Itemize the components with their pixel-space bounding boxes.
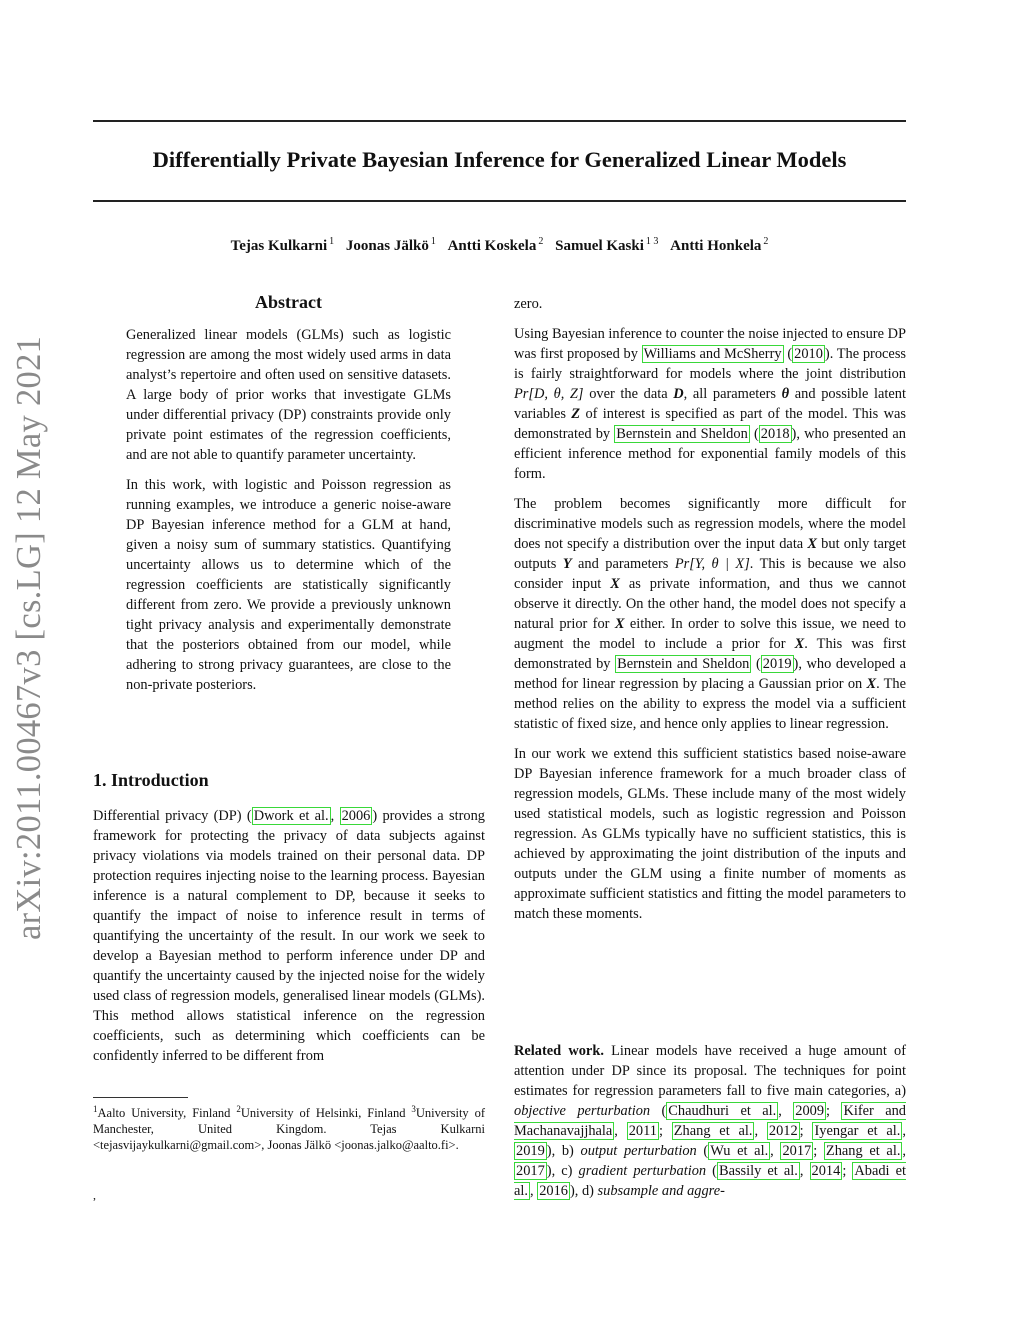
abstract-body <box>126 325 451 705</box>
stray-mark: , <box>93 1188 96 1202</box>
paragraph: In our work we extend this sufficient statistics based noise-aware DP Bayesian inference framework for a much broader class of regression models, GLMs. These include many of the most widely used statistical models, such as logistic regression and Poisson regression. As GLMs typically have no sufficient statistics, this is achieved by approximating the joint distribution of the inputs and outputs under the GLM using a finite number of moments as approximate sufficient statistics and fitting the model parameters to match these moments. <box>514 746 906 922</box>
citation-link[interactable]: Chaudhuri et al. <box>668 1103 777 1119</box>
citation-link[interactable]: 2006 <box>341 808 371 824</box>
intro-body <box>93 806 485 1076</box>
paper-title: Differentially Private Bayesian Inference for Generalized Linear Models <box>152 147 847 172</box>
citation-link[interactable]: 2017 <box>516 1163 545 1179</box>
citation-link[interactable]: 2019 <box>516 1143 545 1159</box>
paragraph: Related work. Linear models have received a huge amount of attention under DP since its proposal. The techniques for point estimates for regression parameters fall to five main categories, a) objective perturbation ( Chaudhuri et al. , 2009 ; Kifer and Machanavajjhala , 2011 ; Zhang et al. , 2012 ; Iyengar et al. , 2019 ), b) output perturbation ( Wu et al. , 2017 ; Zhang et al. , 2017 ), c) gradient perturbation ( Bassily et al. , 2014 ; Abadi et al. , 2016 ), d) subsample and aggre- <box>514 1043 907 1199</box>
citation-link[interactable]: Zhang et al. <box>673 1123 753 1139</box>
section-heading-introduction: 1. Introduction <box>93 770 209 790</box>
citation-link[interactable]: 2011 <box>628 1123 657 1139</box>
citation-link[interactable]: 2019 <box>762 656 792 672</box>
top-rule <box>93 120 906 122</box>
paragraph: The problem becomes significantly more difficult for discriminative models such as regression models, where the model does not specify a distribution over the input data X but only target outputs Y and parameters Pr[Y, θ | X]. This is because we also consider input X as private information, and thus we cannot observe it directly. On the other hand, the model does not specify a natural prior for X either. In order to solve this issue, we need to augment the model to include a prior for X. This was first demonstrated by Bernstein and Sheldon ( 2019 ), who developed a method for linear regression by placing a Gaussian prior on X. The method relies on the ability to express the model via a sufficient statistic of fixed size, and hence only applies to linear regression. <box>514 496 907 732</box>
citation-link[interactable]: 2014 <box>811 1163 841 1179</box>
title-bottom-rule <box>93 200 906 202</box>
author: Tejas Kulkarni $^1$ <box>230 236 335 254</box>
citation-link[interactable]: 2017 <box>782 1143 812 1159</box>
citation-link[interactable]: Wu et al. <box>710 1143 769 1159</box>
paragraph: zero. <box>514 296 543 312</box>
citation-link[interactable]: Abadi et al. <box>514 1163 907 1199</box>
author: Joonas Jälkö $^1$ <box>345 236 436 254</box>
citation-link[interactable]: 2016 <box>539 1183 568 1199</box>
author: Antti Honkela $^2$ <box>670 236 769 254</box>
intro-paragraph: Differential privacy (DP) ( Dwork et al. , 2006 ) provides a strong framework for protecting the privacy of data subjects against privacy violations via models trained on their personal data. DP protection requires injecting noise to the learning process. Bayesian inference is a natural complement to DP, because it seeks to quantify the impact of noise to inference result in terms of quantifying the uncertainty of the result. In our work we seek to develop a Bayesian method to perform inference under DP and quantify the uncertainty caused by the injected noise for the widely used class of regression models, generalised linear models (GLMs). This method allows statistical inference on the regression coefficients, such as determining which coefficients can be confidently inferred to be different from <box>93 808 485 1064</box>
right-column <box>514 294 906 934</box>
author-list <box>93 236 906 255</box>
citation-link[interactable]: Zhang et al. <box>825 1143 901 1159</box>
citation-link[interactable]: Williams and McSherry <box>643 346 782 362</box>
citation-link[interactable]: Bernstein and Sheldon <box>617 656 750 672</box>
footnote-rule <box>93 1097 188 1098</box>
paragraph: Using Bayesian inference to counter the noise injected to ensure DP was first proposed by Williams and McSherry ( 2010 ). The process is fairly straightforward for models where the joint distribution Pr[D, θ, Z] over the data D, all parameters θ and possible latent variables Z of interest is specified as part of the model. This was demonstrated by Bernstein and Sheldon ( 2018 ), who presented an efficient inference method for exponential family models of this form. <box>514 326 907 482</box>
related-work <box>514 1041 906 1211</box>
arxiv-identifier: arXiv:2011.00467v3 [cs.LG] 12 May 2021 <box>10 335 48 940</box>
abstract-heading: Abstract <box>255 292 322 312</box>
author: Antti Koskela $^2$ <box>447 236 544 254</box>
citation-link[interactable]: 2009 <box>795 1103 825 1119</box>
citation-link[interactable]: Iyengar et al. <box>814 1123 901 1139</box>
abstract-paragraph: Generalized linear models (GLMs) such as logistic regression are among the most widely used arms in data analyst’s repertoire and often used on sensitive datasets. A large body of prior works that investigate GLMs under differential privacy (DP) constraints provide only private point estimates of the regression coefficients, and are not able to quantify parameter uncertainty. <box>126 327 451 463</box>
abstract-paragraph: In this work, with logistic and Poisson regression as running examples, we introduce a generic noise-aware DP Bayesian inference method for a GLM at hand, given a noisy sum of summary statistics. Quantifying uncertainty allows us to determine which of the regression coefficients are statistically significantly different from zero. We provide a previously unknown tight privacy analysis and experimentally demonstrate that the posteriors obtained from our model, while adhering to strong privacy guarantees, are close to the non-private posteriors. <box>126 477 451 693</box>
citation-link[interactable]: Dwork et al. <box>253 808 329 824</box>
author: Samuel Kaski $^{1 3}$ <box>555 236 659 254</box>
citation-link[interactable]: Kifer and Machanavajjhala <box>514 1103 906 1139</box>
affiliations-footnote: $^1$Aalto University, Finland $^2$University of Helsinki, Finland $^3$University of Manchester, United Kingdom. Tejas Kulkarni <tejasvijaykulkarni@gmail.com>, Joonas Jälkö <joonas.jalko@aalto.fi>. <box>93 1104 485 1153</box>
citation-link[interactable]: 2010 <box>794 346 823 362</box>
citation-link[interactable]: 2018 <box>760 426 790 442</box>
citation-link[interactable]: Bernstein and Sheldon <box>616 426 748 442</box>
citation-link[interactable]: 2012 <box>768 1123 798 1139</box>
citation-link[interactable]: Bassily et al. <box>718 1163 798 1179</box>
